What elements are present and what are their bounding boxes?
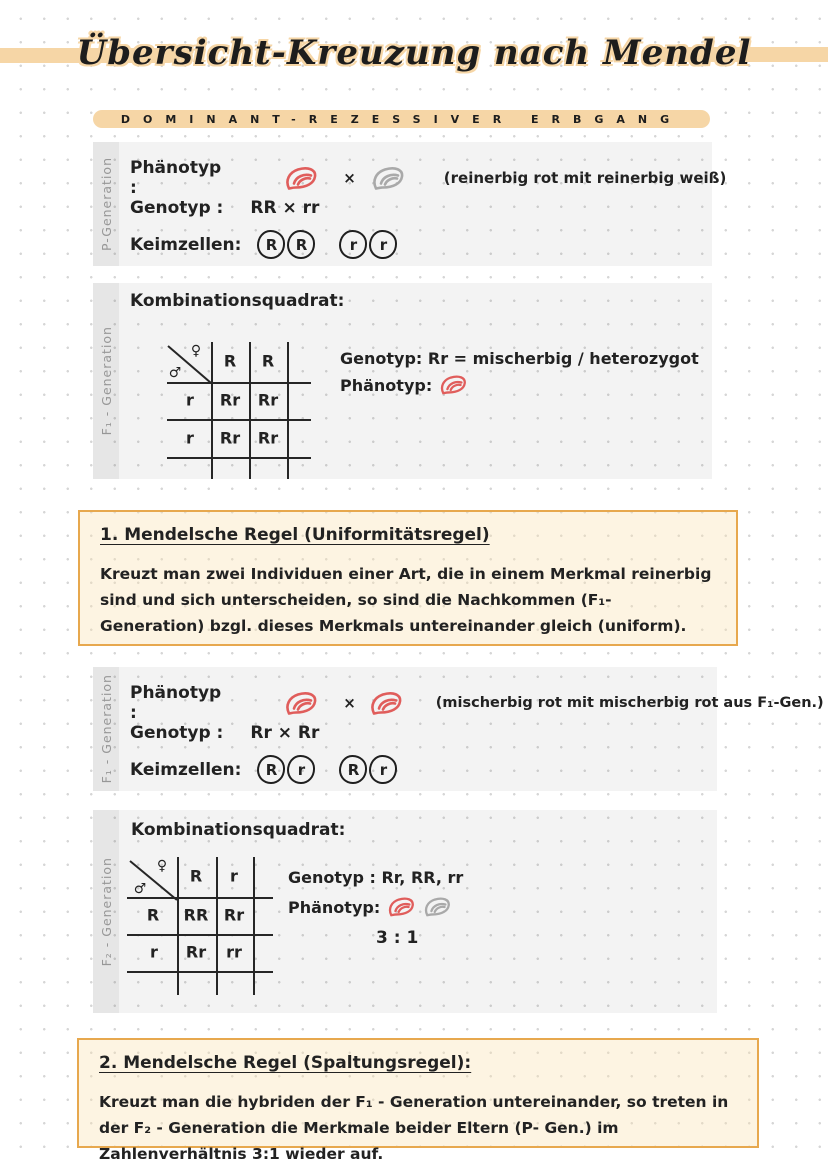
punnett-square-f2 (123, 851, 275, 997)
punnett-cell: Rr (219, 390, 241, 410)
punnett-row-header: r (150, 942, 158, 962)
white-flower-icon (372, 165, 406, 192)
section-f1-cross (93, 667, 824, 791)
page-title: Übersicht-Kreuzung nach Mendel (76, 33, 752, 73)
phaenotyp-label: Phänotyp : (130, 683, 222, 723)
germ-cell: r (287, 755, 315, 784)
f1-phaenotyp-result: Phänotyp: (340, 374, 468, 396)
red-flower-icon (440, 374, 468, 396)
keimzellen-label: Keimzellen: (130, 234, 242, 255)
punnett-square-f1 (163, 338, 315, 479)
rule2-heading: 2. Mendelsche Regel (Spaltungsregel): (99, 1053, 472, 1073)
germ-cell: r (369, 230, 397, 259)
phaenotyp-row (130, 683, 824, 723)
section-p-generation (93, 142, 727, 266)
punnett-row-header: r (186, 428, 194, 448)
phaenotyp-note: (mischerbig rot mit mischerbig rot aus F₁-Gen.) (435, 695, 824, 711)
genotyp-value: RR × rr (250, 198, 320, 218)
side-label-strip (93, 810, 119, 1013)
genotyp-row (130, 723, 319, 743)
punnett-cell: Rr (257, 390, 279, 410)
male-symbol: ♂ (133, 881, 147, 897)
white-flower-icon (424, 896, 452, 918)
keimzellen-row (130, 755, 398, 784)
section-f2-punnett (93, 810, 717, 1013)
red-flower-icon (285, 690, 319, 717)
side-label-strip (93, 142, 119, 266)
rule1-box (78, 510, 738, 646)
germ-cell: R (257, 230, 285, 259)
phaenotyp-label: Phänotyp : (130, 158, 222, 198)
punnett-cell: Rr (219, 428, 241, 448)
f2-phaenotyp-result: Phänotyp: (288, 896, 452, 918)
punnett-col-header: R (261, 351, 275, 371)
section-f1-punnett (93, 283, 712, 479)
phaenotyp-row (130, 158, 726, 198)
f2-genotyp-result: Genotyp : Rr, RR, rr (288, 868, 464, 887)
side-label: F₁ - Generation (98, 326, 114, 436)
side-label: F₁ - Generation (98, 674, 114, 784)
f1-genotyp-result: Genotyp: Rr = mischerbig / heterozygot (340, 349, 699, 368)
genotyp-row (130, 198, 319, 218)
germ-cell: r (369, 755, 397, 784)
punnett-cell: Rr (257, 428, 279, 448)
rule2-body: Kreuzt man die hybriden der F₁ - Generation untereinander, so treten in der F₂ - Generation die Merkmale beider Eltern (P- Gen.) im Zahlenverhältnis 3:1 wieder auf. (99, 1093, 729, 1163)
red-flower-icon (285, 165, 319, 192)
cross-symbol: × (343, 169, 356, 187)
subtitle: DOMINANT-REZESSIVER ERBGANG (120, 112, 683, 126)
punnett-cell: RR (183, 905, 209, 925)
germ-cell: r (339, 230, 367, 259)
red-flower-icon (370, 690, 404, 717)
side-label: P-Generation (98, 157, 114, 251)
punnett-cell: rr (226, 942, 242, 962)
punnett-col-header: R (223, 351, 237, 371)
rule1-heading: 1. Mendelsche Regel (Uniformitätsregel) (100, 525, 490, 545)
subtitle-band (93, 110, 710, 128)
punnett-row-header: r (186, 390, 194, 410)
rule2-box (77, 1038, 759, 1163)
phaenotyp-note: (reinerbig rot mit reinerbig weiß) (443, 169, 727, 187)
rule1-body: Kreuzt man zwei Individuen einer Art, die in einem Merkmal reinerbig sind und sich unterscheiden, so sind die Nachkommen (F₁- Generation) bzgl. dieses Merkmals untereinander gleich (uniform). (100, 565, 712, 635)
punnett-col-header: R (189, 866, 203, 886)
punnett-row-header: R (146, 905, 160, 925)
kombinationsquadrat-heading: Kombinationsquadrat: (131, 820, 346, 840)
genotyp-value: Rr × Rr (250, 723, 320, 743)
germ-cell: R (257, 755, 285, 784)
side-label-strip (93, 667, 119, 791)
genotyp-label: Genotyp : (130, 198, 224, 218)
male-symbol: ♂ (168, 365, 182, 381)
genotyp-label: Genotyp : (130, 723, 224, 743)
red-flower-icon (388, 896, 416, 918)
kombinationsquadrat-heading: Kombinationsquadrat: (130, 291, 345, 311)
punnett-col-header: r (230, 866, 238, 886)
f2-ratio: 3 : 1 (376, 928, 419, 948)
side-label-strip (93, 283, 119, 479)
female-symbol: ♀ (190, 343, 202, 359)
punnett-cell: Rr (185, 942, 207, 962)
female-symbol: ♀ (156, 858, 168, 874)
germ-cell: R (287, 230, 315, 259)
punnett-cell: Rr (223, 905, 245, 925)
germ-cell: R (339, 755, 367, 784)
keimzellen-row (130, 230, 398, 259)
side-label: F₂ - Generation (98, 856, 114, 967)
keimzellen-label: Keimzellen: (130, 759, 242, 780)
cross-symbol: × (343, 694, 356, 712)
